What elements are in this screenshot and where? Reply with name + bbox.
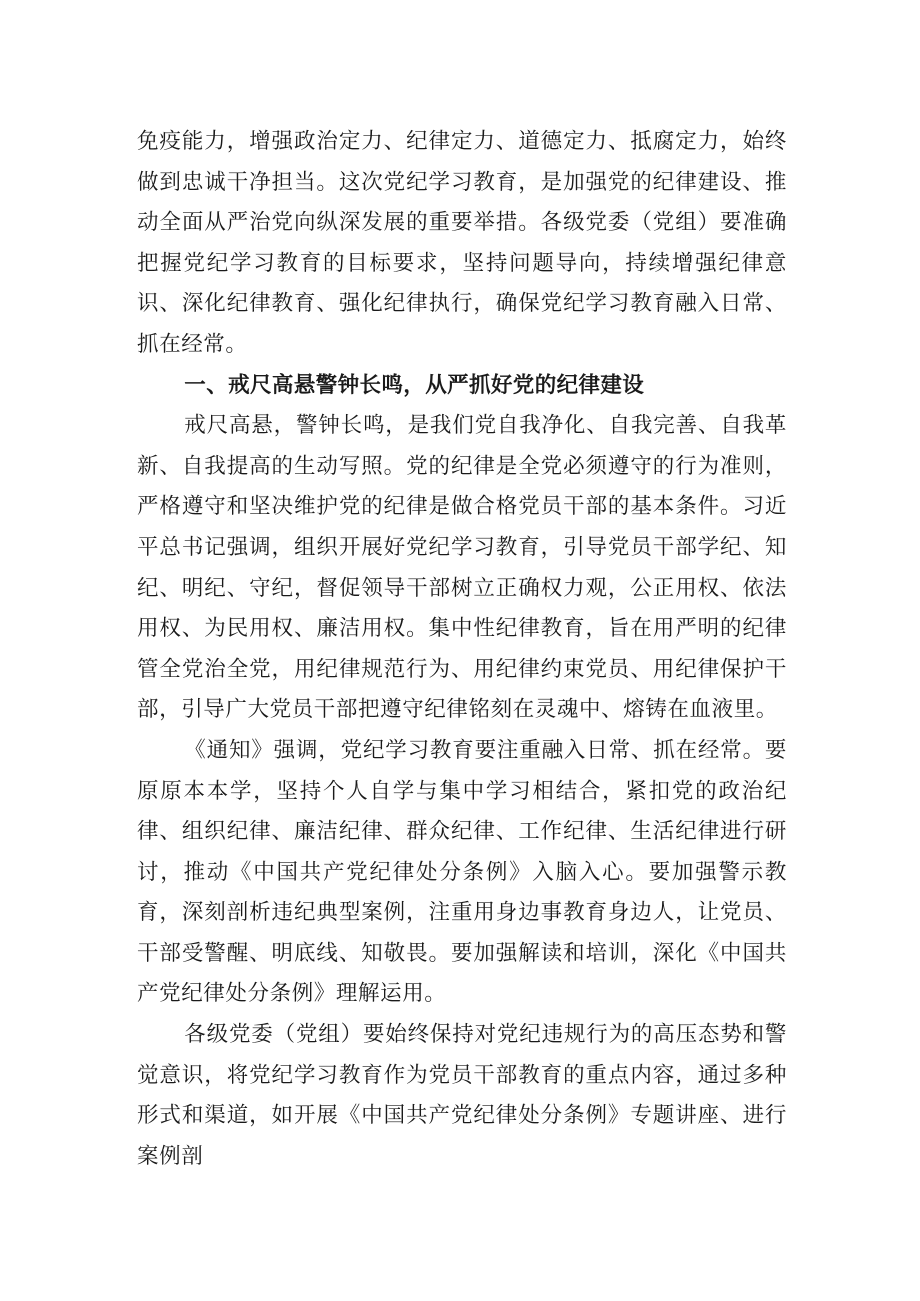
paragraph-notice: 《通知》强调，党纪学习教育要注重融入日常、抓在经常。要原原本本学，坚持个人自学与集中学习相结合，紧扣党的政治纪律、组织纪律、廉洁纪律、群众纪律、工作纪律、生活纪律进行研讨，推动《中国共产党纪律处分条例》入脑入心。要加强警示教育，深刻剖析违纪典型案例，注重用身边事教育身边人，让党员、干部受警醒、明底线、知敬畏。要加强解读和培训，深化《中国共产党纪律处分条例》理解运用。 [137,737,787,1007]
paragraph-discipline: 戒尺高悬，警钟长鸣，是我们党自我净化、自我完善、自我革新、自我提高的生动写照。党的纪律是全党必须遵守的行为准则，严格遵守和坚决维护党的纪律是做合格党员干部的基本条件。习近平总书记强调，组织开展好党纪学习教育，引导党员干部学纪、知纪、明纪、守纪，督促领导干部树立正确权力观，公正用权、依法用权、为民用权、廉洁用权。集中性纪律教育，旨在用严明的纪律管全党治全党，用纪律规范行为、用纪律约束党员、用纪律保护干部，引导广大党员干部把遵守纪律铭刻在灵魂中、熔铸在血液里。 [137,413,787,723]
paragraph-party-committees: 各级党委（党组）要始终保持对党纪违规行为的高压态势和警觉意识，将党纪学习教育作为党员干部教育的重点内容，通过多种形式和渠道，如开展《中国共产党纪律处分条例》专题讲座、进行案例剖 [137,1022,787,1169]
section-heading: 一、戒尺高悬警钟长鸣，从严抓好党的纪律建设 [184,372,645,398]
document-body [137,122,787,1177]
paragraph-continuation: 免疫能力，增强政治定力、纪律定力、道德定力、抵腐定力，始终做到忠诚干净担当。这次党纪学习教育，是加强党的纪律建设、推动全面从严治党向纵深发展的重要举措。各级党委（党组）要准确把握党纪学习教育的目标要求，坚持问题导向，持续增强纪律意识、深化纪律教育、强化纪律执行，确保党纪学习教育融入日常、抓在经常。 [137,129,787,357]
